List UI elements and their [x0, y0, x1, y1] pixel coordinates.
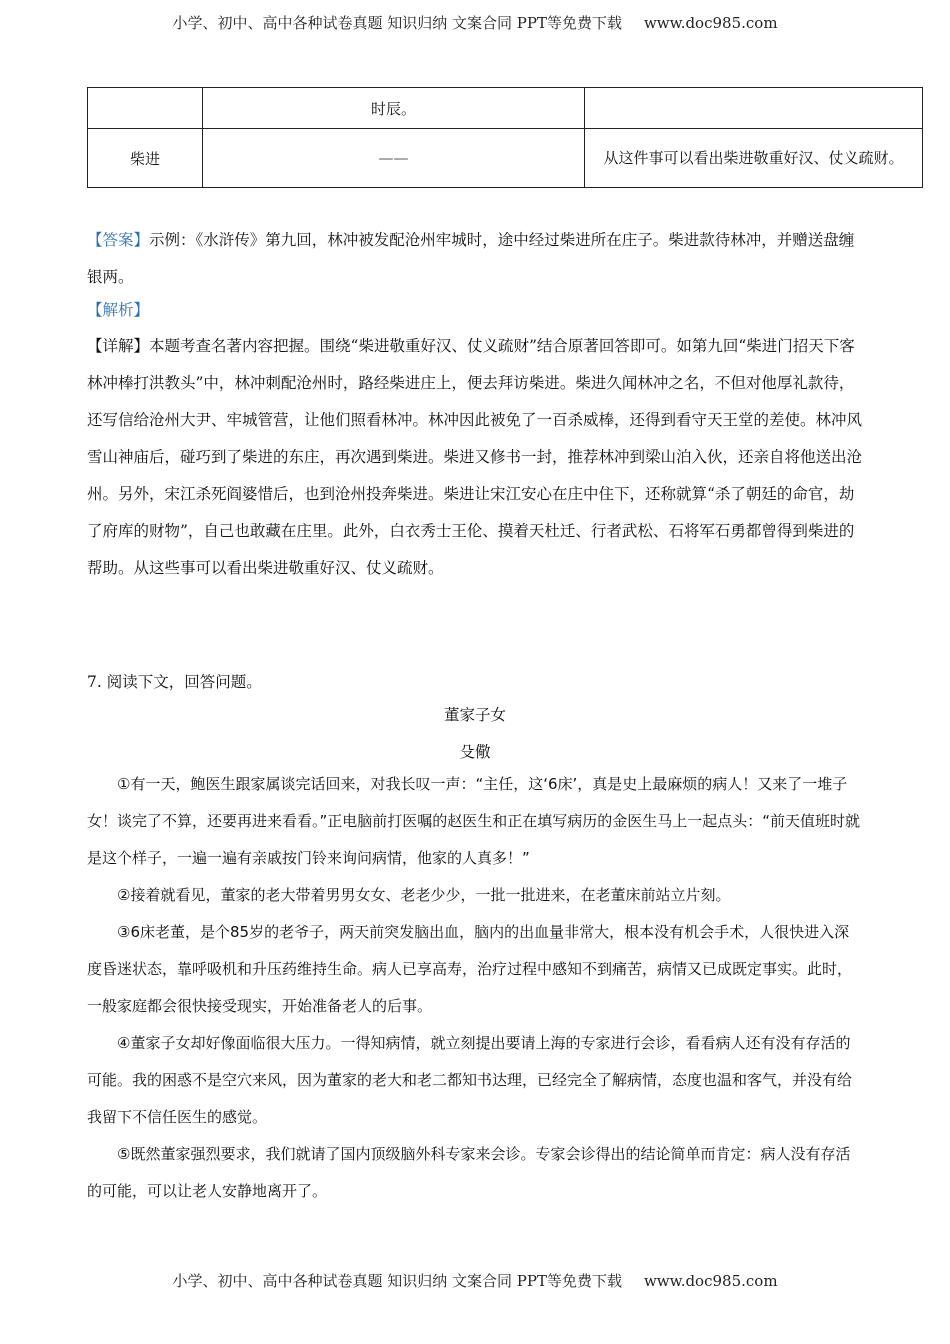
paragraph: ①有一天，鲍医生跟家属谈完话回来，对我长叹一声：“主任，这‘6床’，真是史上最麻烦的病人！又来了一堆子女！谈完了不算，还要再进来看看。”正电脑前打医嘱的赵医生和正在填写病历的金医生马上一起点头：“前天值班时就是这个样子，一遍一遍有亲戚按门铃来询问病情，他家的人真多！” — [87, 775, 861, 867]
detail-text: 本题考查名著内容把握。围绕“柴进敬重好汉、仗义疏财”结合原著回答即可。如第九回“柴进门招天下客 林冲棒打洪教头”中，林冲刺配沧州时，路经柴进庄上，便去拜访柴进。柴进久闻林冲之名，不但对他厚礼款待，还写信给沧州大尹、牢城管营，让他们照看林冲。林冲因此被免了一百杀威棒，还得到看守天王堂的差使。林冲风雪山神庙后，碰巧到了柴进的东庄，再次遇到柴进。柴进又修书一封，推荐林冲到梁山泊入伙，还亲自将他送出沧州。另外，宋江杀死阎婆惜后，也到沧州投奔柴进。柴进让宋江安心在庄中住下，还称就算“杀了朝廷的命官，劫了府库的财物”，自己也敢藏在庄里。此外，白衣秀士王伦、摸着天杜迁、行者武松、石将军石勇都曾得到柴进的帮助。从这些事可以看出柴进敬重好汉、仗义疏财。 — [87, 337, 863, 577]
page-footer — [0, 1270, 950, 1291]
table-cell-trait: 从这件事可以看出柴进敬重好汉、仗义疏财。 — [585, 129, 923, 188]
detail-tag: 【详解】 — [87, 337, 150, 355]
page-header — [0, 12, 950, 33]
blank-answer-line: —— — [378, 149, 409, 167]
article-author: 殳儆 — [459, 743, 491, 761]
analysis-block — [87, 292, 863, 329]
header-text: 小学、初中、高中各种试卷真题 知识归纳 文案合同 PPT等免费下载 — [172, 14, 622, 32]
answer-block — [87, 222, 863, 296]
header-site-link[interactable]: www.doc985.com — [643, 14, 778, 32]
table-row — [88, 88, 923, 129]
analysis-tag: 【解析】 — [87, 301, 150, 319]
paragraph: ④董家子女却好像面临很大压力。一得知病情，就立刻提出要请上海的专家进行会诊，看看病人还有没有存活的可能。我的困惑不是空穴来风，因为董家的老大和老二都知书达理，已经完全了解病情，态度也温和客气，并没有给我留下不信任医生的感觉。 — [87, 1034, 853, 1126]
answer-tag: 【答案】 — [87, 231, 150, 249]
article-title: 董家子女 — [443, 706, 506, 724]
table-cell-event — [203, 129, 585, 188]
article-body — [87, 766, 863, 1210]
footer-text: 小学、初中、高中各种试卷真题 知识归纳 文案合同 PPT等免费下载 — [172, 1272, 622, 1290]
table-cell-name: 柴进 — [88, 129, 203, 188]
table-cell-event: 时辰。 — [203, 88, 585, 129]
table-cell-trait — [585, 88, 923, 129]
answer-text: 示例：《水浒传》第九回，林冲被发配沧州牢城时，途中经过柴进所在庄子。柴进款待林冲，并赠送盘缠银两。 — [87, 231, 855, 286]
paragraph: ②接着就看见，董家的老大带着男男女女、老老少少，一批一批进来，在老董床前站立片刻。 — [117, 886, 731, 904]
paragraph: ③6床老董，是个85岁的老爷子，两天前突发脑出血，脑内的出血量非常大，根本没有机会手术，人很快进入深度昏迷状态，靠呼吸机和升压药维持生命。病人已享高寿，治疗过程中感知不到痛苦，病情又已成既定事实。此时，一般家庭都会很快接受现实，开始准备老人的后事。 — [87, 923, 853, 1015]
table-row — [88, 129, 923, 188]
question-heading: 7. 阅读下文，回答问题。 — [87, 673, 262, 691]
continuation-table — [87, 87, 923, 188]
detail-block — [87, 328, 863, 587]
table-cell-name — [88, 88, 203, 129]
footer-site-link[interactable]: www.doc985.com — [643, 1272, 778, 1290]
paragraph: ⑤既然董家强烈要求，我们就请了国内顶级脑外科专家来会诊。专家会诊得出的结论简单而肯定：病人没有存活的可能，可以让老人安静地离开了。 — [87, 1145, 851, 1200]
